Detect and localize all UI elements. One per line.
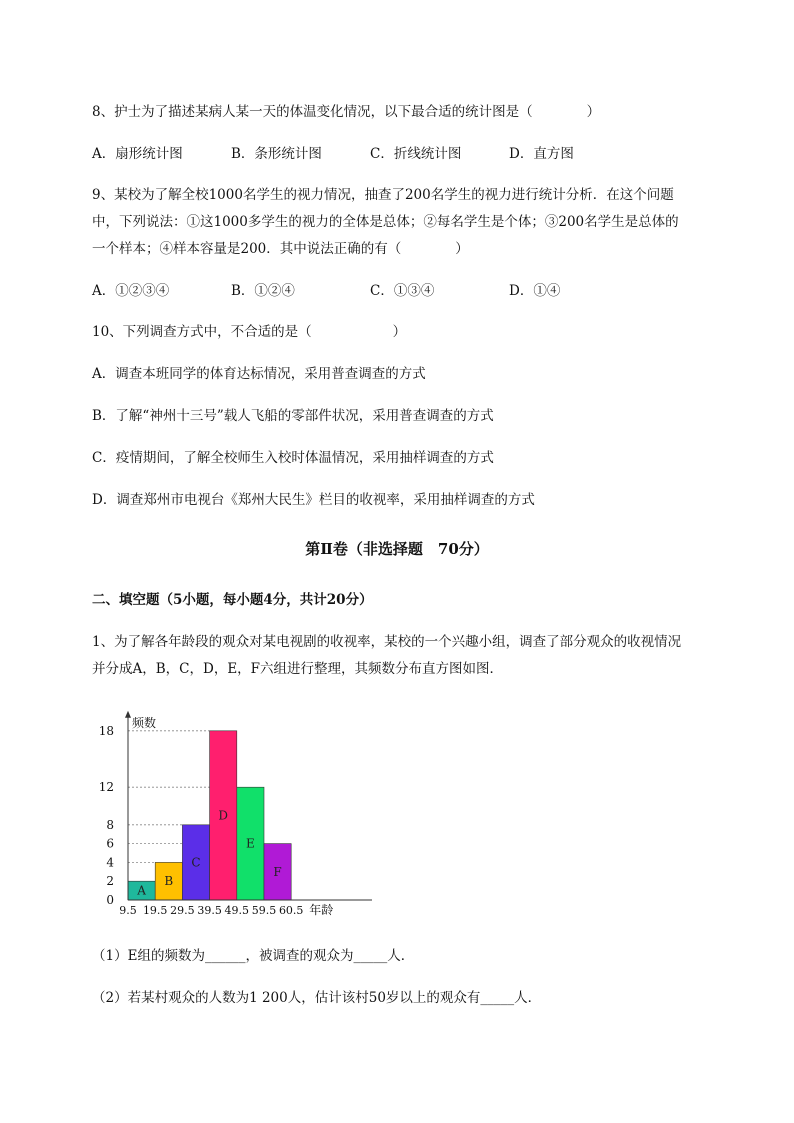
q10-option-a: A．调查本班同学的体育达标情况，采用普查调查的方式 xyxy=(92,366,426,382)
q9-option-b: B．①②④ xyxy=(231,283,295,299)
bar-label-B: B xyxy=(164,874,174,889)
y-tick-label-6: 18 xyxy=(98,723,114,738)
q9-stem-line-1: 9、某校为了解全校1000名学生的视力情况，抽查了200名学生的视力进行统计分析．在这个问题 xyxy=(92,187,674,203)
q10-option-c: C．疫情期间，了解全校师生入校时体温情况，采用抽样调查的方式 xyxy=(92,450,494,466)
fq1-stem-line-2: 并分成A，B，C，D，E，F六组进行整理，其频数分布直方图如图． xyxy=(92,661,504,677)
y-tick-label-4: 8 xyxy=(106,817,114,832)
q10-option-b: B．了解“神州十三号”载人飞船的零部件状况，采用普查调查的方式 xyxy=(92,408,494,424)
bar-label-A: A xyxy=(137,883,146,898)
x-tick-label-4: 49.5 xyxy=(224,904,250,917)
q9-option-a: A．①②③④ xyxy=(92,283,170,299)
q9-stem-line-2: 中，下列说法：①这1000多学生的视力的全体是总体；②每名学生是个体；③200名学生是总体的 xyxy=(92,214,679,230)
bar-label-E: E xyxy=(246,836,255,851)
y-tick-label-5: 12 xyxy=(98,780,114,795)
q8-option-b: B．条形统计图 xyxy=(231,146,322,162)
q8-option-c: C．折线统计图 xyxy=(370,146,462,162)
q8-option-d: D．直方图 xyxy=(509,146,574,162)
fq1-sub-question-1: （1）E组的频数为______，被调查的观众为_____人． xyxy=(92,948,415,964)
x-tick-label-3: 39.5 xyxy=(197,904,222,917)
q9-option-c: C．①③④ xyxy=(370,283,435,299)
q9-stem-line-3: 一个样本；④样本容量是200．其中说法正确的有（ ） xyxy=(92,241,469,257)
q10-option-d: D．调查郑州市电视台《郑州大民生》栏目的收视率，采用抽样调查的方式 xyxy=(92,492,535,508)
x-tick-label-1: 19.5 xyxy=(142,904,168,917)
q8-stem: 8、护士为了描述某病人某一天的体温变化情况，以下最合适的统计图是（ ） xyxy=(92,104,601,120)
q8-option-a: A．扇形统计图 xyxy=(92,146,183,162)
y-tick-label-1: 2 xyxy=(106,874,114,889)
section-title: 第Ⅱ卷（非选择题 70分） xyxy=(305,540,489,558)
y-axis-title: 频数 xyxy=(132,715,157,730)
bar-label-D: D xyxy=(218,808,229,823)
x-tick-label-2: 29.5 xyxy=(170,904,195,917)
q10-stem: 10、下列调查方式中，不合适的是（ ） xyxy=(92,324,407,340)
x-tick-label-5: 59.5 xyxy=(251,904,277,917)
q9-option-d: D．①④ xyxy=(509,283,561,299)
part2-heading: 二、填空题（5小题，每小题4分，共计20分） xyxy=(92,592,373,608)
y-tick-label-3: 6 xyxy=(106,836,114,851)
bar-label-F: F xyxy=(273,864,282,879)
y-axis-arrow xyxy=(125,711,131,718)
fq1-stem-line-1: 1、为了解各年龄段的观众对某电视剧的收视率，某校的一个兴趣小组，调查了部分观众的收视情况 xyxy=(92,634,682,650)
y-tick-label-2: 4 xyxy=(106,855,114,870)
x-axis-title: 年龄 xyxy=(309,903,334,917)
x-tick-label-6: 60.5 xyxy=(278,904,304,917)
x-tick-label-0: 9.5 xyxy=(119,904,137,917)
bar-label-C: C xyxy=(191,855,201,870)
fq1-sub-question-2: （2）若某村观众的人数为1 200人，估计该村50岁以上的观众有_____人． xyxy=(92,990,542,1006)
age-frequency-histogram xyxy=(92,700,372,920)
y-tick-label-0: 0 xyxy=(106,893,114,907)
